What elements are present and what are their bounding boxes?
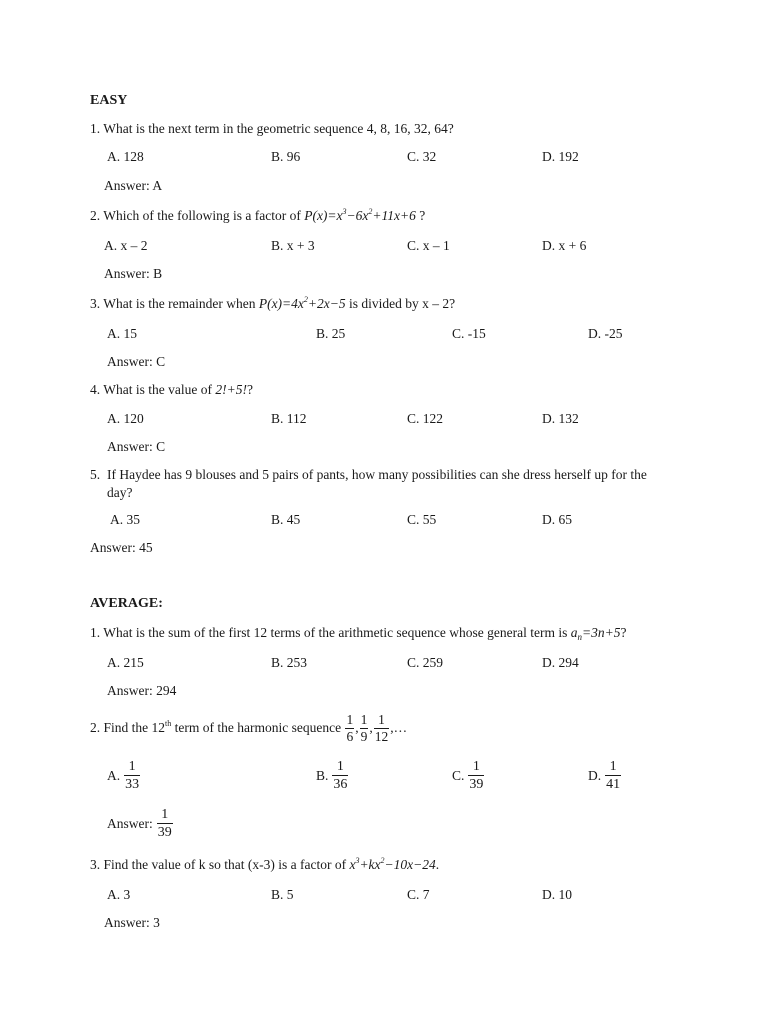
option-c: C. 32 xyxy=(407,149,437,164)
option-c: C. 55 xyxy=(407,512,437,527)
answer-text: Answer: C xyxy=(107,439,166,454)
option-d: D. 10 xyxy=(542,887,572,902)
sequence-term-2: $\frac{1}{9}$ xyxy=(360,712,368,745)
option-b: B. 96 xyxy=(271,149,301,164)
sequence-term-3: $\frac{1}{12}$ xyxy=(374,712,389,745)
question-text-continued: day? xyxy=(107,485,133,500)
option-a: A. $\frac{1}{33}$ xyxy=(107,759,140,792)
option-c: C. -15 xyxy=(452,326,486,341)
option-b: B. x + 3 xyxy=(271,238,315,253)
polynomial-expression: $P(x)=4x^2+2x-5$ xyxy=(258,295,346,311)
option-b: B. 45 xyxy=(271,512,301,527)
option-d: D. 65 xyxy=(542,512,572,527)
question-text: 1. What is the sum of the first 12 terms of the arithmetic sequence whose general term is $a_n=3n+5$? xyxy=(90,625,627,642)
question-text: 1. What is the next term in the geometric sequence 4, 8, 16, 32, 64? xyxy=(90,121,454,136)
option-c: C. 122 xyxy=(407,411,444,426)
option-b: B. $\frac{1}{36}$ xyxy=(316,759,348,792)
option-a: A. x – 2 xyxy=(104,238,148,253)
option-c: C. 259 xyxy=(407,655,444,670)
question-text: 3. Find the value of k so that (x-3) is a factor of $x^3+kx^2-10x-24$. xyxy=(90,856,440,872)
option-b: B. 253 xyxy=(271,655,308,670)
section-heading-average: AVERAGE: xyxy=(90,596,163,611)
option-a: A. 3 xyxy=(107,887,131,902)
option-d: D. x + 6 xyxy=(542,238,587,253)
answer-text: Answer: C xyxy=(107,354,166,369)
question-text: If Haydee has 9 blouses and 5 pairs of pants, how many possibilities can she dress herself up for the xyxy=(107,467,647,482)
answer-text: Answer: B xyxy=(104,266,163,281)
question-text: 2. Which of the following is a factor of $P(x)=x^3-6x^2+11x+6$ ? xyxy=(90,207,426,223)
polynomial-expression: $x^3+kx^2-10x-24$ xyxy=(349,856,436,872)
option-d: D. 192 xyxy=(542,149,579,164)
option-b: B. 25 xyxy=(316,326,346,341)
question-number: 5. xyxy=(90,467,101,482)
section-heading-easy: EASY xyxy=(90,93,128,108)
question-text: 2. Find the 12th term of the harmonic sequence $\frac{1}{6}$ , $\frac{1}{9}$ , $\frac{1}{12}$ ,… xyxy=(90,712,408,745)
polynomial-expression: $P(x)=x^3-6x^2+11x+6$ xyxy=(304,207,416,223)
option-a: A. 120 xyxy=(107,411,144,426)
option-a: A. 35 xyxy=(110,512,140,527)
question-text: 4. What is the value of 2!+5!? xyxy=(90,382,253,397)
factorial-expression: 2!+5! xyxy=(211,382,247,397)
option-d: D. -25 xyxy=(588,326,623,341)
option-d: D. 132 xyxy=(542,411,579,426)
option-a: A. 15 xyxy=(107,326,137,341)
answer-text: Answer: A xyxy=(104,178,163,193)
option-c: C. x – 1 xyxy=(407,238,450,253)
answer-text: Answer: $\frac{1}{39}$ xyxy=(107,807,172,840)
option-b: B. 112 xyxy=(271,411,307,426)
answer-text: Answer: 294 xyxy=(107,683,177,698)
general-term-expression: $a_n=3n+5$ xyxy=(570,625,621,642)
sequence-term-1: $\frac{1}{6}$ xyxy=(346,712,354,745)
option-b: B. 5 xyxy=(271,887,294,902)
option-a: A. 128 xyxy=(107,149,144,164)
option-c: C. $\frac{1}{39}$ xyxy=(452,759,484,792)
option-d: D. 294 xyxy=(542,655,579,670)
option-a: A. 215 xyxy=(107,655,144,670)
option-c: C. 7 xyxy=(407,887,430,902)
answer-text: Answer: 45 xyxy=(90,540,153,555)
question-text: 3. What is the remainder when $P(x)=4x^2+2x-5$ is divided by x – 2? xyxy=(90,295,456,311)
answer-text: Answer: 3 xyxy=(104,915,160,930)
option-d: D. $\frac{1}{41}$ xyxy=(588,759,621,792)
